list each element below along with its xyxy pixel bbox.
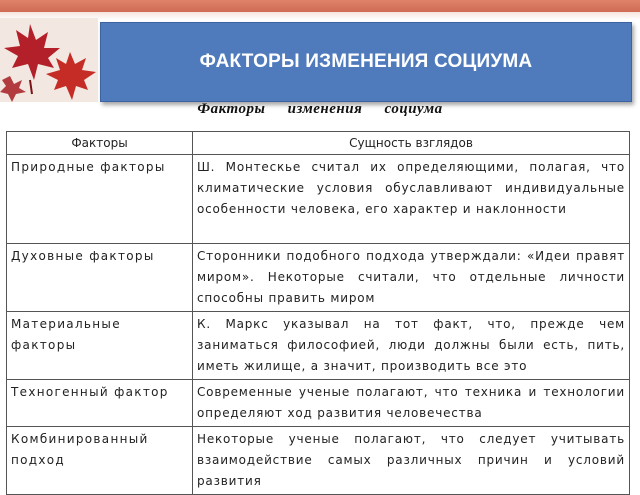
factor-name: Природные факторы: [7, 155, 193, 244]
factor-name: Материальные факторы: [7, 312, 193, 380]
factor-essence: Ш. Монтескье считал их определяющими, полагая, что климатические условия обуславливают индивидуальные особенности человека, его характер и наклонности: [193, 155, 630, 244]
table-header-row: [7, 132, 630, 155]
factor-essence: Современные ученые полагают, что техника и технологии определяют ход развития человечества: [193, 380, 630, 427]
header-essence: Сущность взглядов: [193, 132, 630, 155]
factor-name: Комбинированный подход: [7, 427, 193, 495]
table-row: [7, 312, 630, 380]
factor-essence: Некоторые ученые полагают, что следует учитывать взаимодействие самых различных причин и условий развития: [193, 427, 630, 495]
top-accent-bar: [0, 0, 640, 12]
table-row: [7, 244, 630, 312]
factor-name: Техногенный фактор: [7, 380, 193, 427]
table-row: [7, 380, 630, 427]
maple-leaves-icon: [0, 18, 98, 102]
factor-name: Духовные факторы: [7, 244, 193, 312]
factor-essence: К. Маркс указывал на тот факт, что, прежде чем заниматься философией, люди должны были есть, пить, иметь жилище, а значит, производить все это: [193, 312, 630, 380]
table-row: [7, 427, 630, 495]
table-caption: Факторы изменения социума: [197, 101, 443, 117]
table-row: [7, 155, 630, 244]
title-banner: [100, 22, 632, 102]
factor-essence: Сторонники подобного подхода утверждали: «Идеи правят миром». Некоторые считали, что отдельные личности способны править миром: [193, 244, 630, 312]
factors-table: [6, 131, 630, 495]
banner-title: ФАКТОРЫ ИЗМЕНЕНИЯ СОЦИУМА: [199, 51, 533, 72]
header-factors: Факторы: [7, 132, 193, 155]
